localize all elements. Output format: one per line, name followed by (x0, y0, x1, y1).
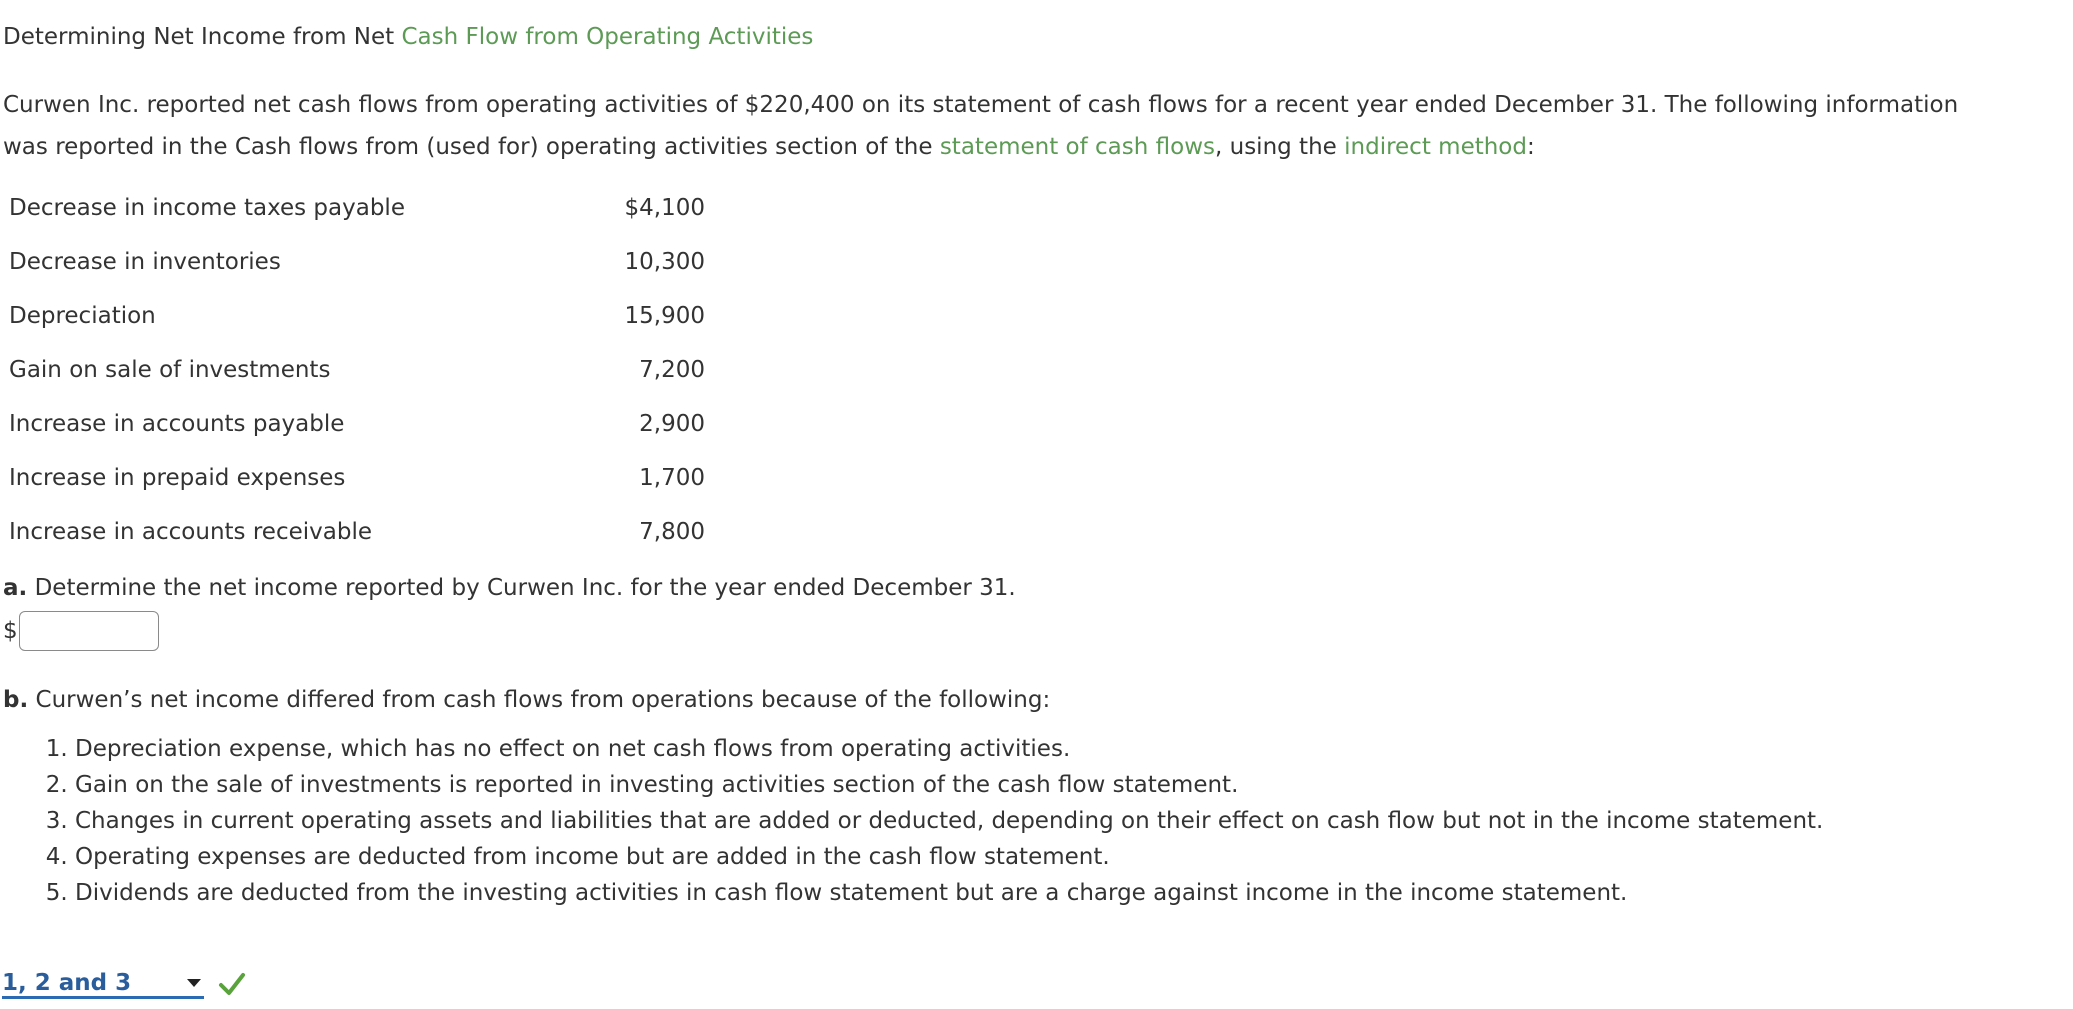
item-label: Decrease in income taxes payable (9, 195, 405, 221)
intro-text: , using the (1215, 134, 1345, 160)
page-title-text: Determining Net Income from Net (3, 24, 402, 50)
item-amount: $4,100 (624, 195, 705, 221)
checkmark-icon (218, 970, 246, 998)
table-row (3, 235, 705, 289)
net-income-answer-row (3, 609, 159, 653)
intro-line-1: Curwen Inc. reported net cash flows from operating activities of $220,400 on its statement of cash flows for a recent year ended December 31. The following information (3, 92, 1959, 118)
question-b (3, 684, 1050, 716)
item-amount: 1,700 (639, 465, 705, 491)
intro-text: was reported in the Cash flows from (used for) operating activities section of the (3, 134, 940, 160)
chevron-down-icon (187, 979, 201, 987)
intro-line-2 (3, 126, 2068, 168)
question-a (3, 572, 1016, 604)
cash-flow-operating-link[interactable]: Cash Flow from Operating Activities (401, 24, 814, 50)
reasons-list (0, 731, 1823, 911)
table-row (3, 451, 705, 505)
cash-flow-items-table (3, 181, 705, 559)
reasons-select-dropdown[interactable] (2, 969, 204, 999)
list-item: 1. Depreciation expense, which has no effect on net cash flows from operating activities. (75, 731, 1823, 767)
item-amount: 7,800 (639, 519, 705, 545)
list-item: 2. Gain on the sale of investments is reported in investing activities section of the cash flow statement. (75, 767, 1823, 803)
table-row (3, 181, 705, 235)
table-row (3, 289, 705, 343)
table-row (3, 505, 705, 559)
net-income-input[interactable] (19, 611, 159, 651)
question-a-prefix: a. (3, 575, 28, 601)
table-row (3, 397, 705, 451)
list-item: 4. Operating expenses are deducted from income but are added in the cash flow statement. (75, 839, 1823, 875)
item-amount: 2,900 (639, 411, 705, 437)
list-item: 5. Dividends are deducted from the investing activities in cash flow statement but are a charge against income in the income statement. (75, 875, 1823, 911)
checkmark-path (221, 975, 243, 993)
question-b-text: Curwen’s net income differed from cash flows from operations because of the following: (28, 687, 1051, 713)
answer-select-row (2, 969, 246, 999)
intro-text: : (1526, 134, 1535, 160)
item-amount: 15,900 (624, 303, 705, 329)
item-label: Increase in accounts payable (9, 411, 345, 437)
item-label: Increase in accounts receivable (9, 519, 372, 545)
question-a-text: Determine the net income reported by Curwen Inc. for the year ended December 31. (27, 575, 1016, 601)
indirect-method-link[interactable]: indirect method (1344, 134, 1527, 160)
item-amount: 7,200 (639, 357, 705, 383)
currency-symbol: $ (3, 618, 18, 644)
item-label: Increase in prepaid expenses (9, 465, 346, 491)
list-item: 3. Changes in current operating assets and liabilities that are added or deducted, depending on their effect on cash flow but not in the income statement. (75, 803, 1823, 839)
item-label: Depreciation (9, 303, 156, 329)
item-label: Gain on sale of investments (9, 357, 331, 383)
statement-of-cash-flows-link[interactable]: statement of cash flows (939, 134, 1215, 160)
question-b-prefix: b. (3, 687, 29, 713)
table-row (3, 343, 705, 397)
item-label: Decrease in inventories (9, 249, 281, 275)
page-title (3, 22, 813, 52)
problem-intro (3, 84, 2068, 168)
item-amount: 10,300 (624, 249, 705, 275)
select-value: 1, 2 and 3 (2, 969, 132, 996)
